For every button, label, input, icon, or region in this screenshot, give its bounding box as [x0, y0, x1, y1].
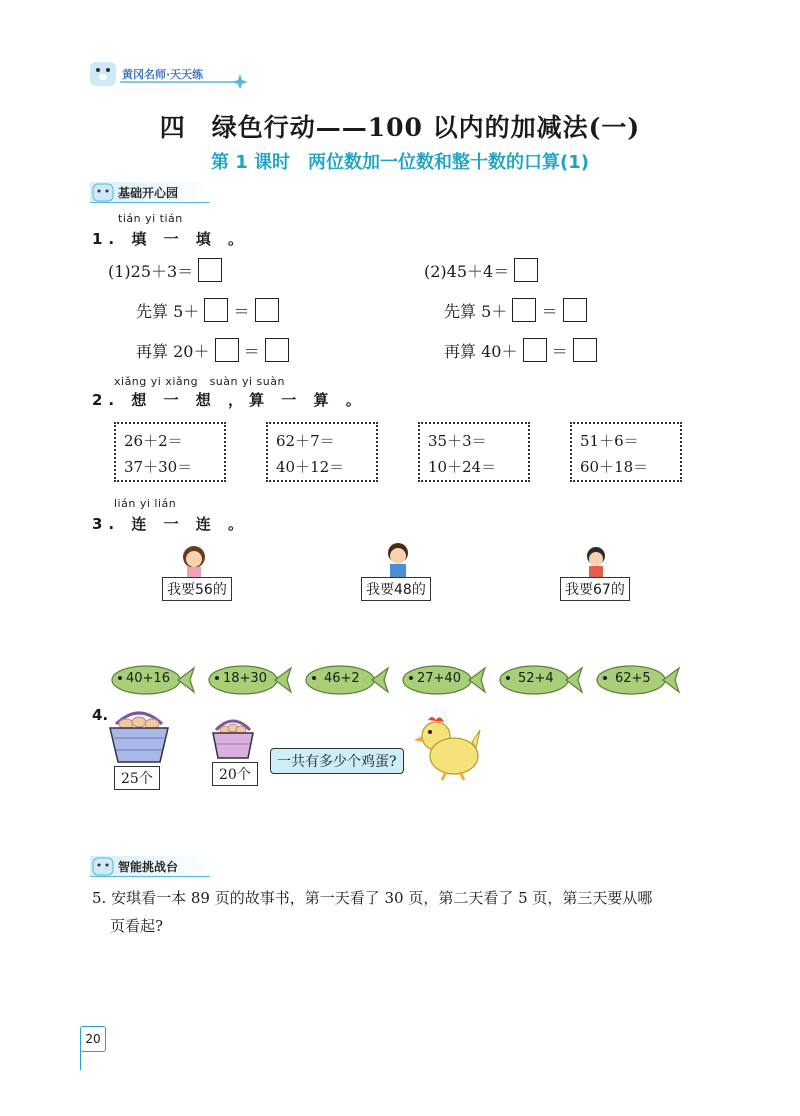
answer-box[interactable]	[523, 338, 547, 362]
q1-left-step1: 先算 5＋ ＝	[136, 298, 279, 322]
brand-name: 黄冈名师·天天练	[122, 68, 204, 81]
q2-pinyin: xiǎng yi xiǎng suàn yi suàn	[114, 375, 285, 388]
kid-speech-3: 我要67的	[560, 577, 630, 601]
q4-number: 4.	[92, 706, 109, 724]
q1-right-step2: 再算 40＋ ＝	[444, 338, 597, 362]
q1-pinyin: tián yi tián	[118, 212, 183, 225]
fish-card[interactable]	[205, 664, 293, 696]
q1-right-step1: 先算 5＋ ＝	[444, 298, 587, 322]
answer-box[interactable]	[573, 338, 597, 362]
girl-icon	[176, 543, 212, 579]
section-basic-label: 基础开心园	[118, 186, 179, 200]
chicken-icon	[410, 716, 482, 782]
fish-card[interactable]	[593, 664, 681, 696]
calc-box-3: 35＋3＝ 10＋24＝	[418, 422, 530, 482]
q1-heading: 1. 填 一 填 。	[92, 230, 250, 248]
q2-heading: 2. 想 一 想 ，算 一 算 。	[92, 391, 367, 409]
answer-box[interactable]	[563, 298, 587, 322]
fish-label: 27+40	[417, 671, 461, 686]
q1-right-expr: (2)45＋4＝	[424, 258, 538, 282]
calc-box-4: 51＋6＝ 60＋18＝	[570, 422, 682, 482]
answer-box[interactable]	[255, 298, 279, 322]
page-title: 四 绿色行动——100 以内的加减法(一)	[159, 113, 641, 142]
q1-left-expr: (1)25＋3＝	[108, 258, 222, 282]
fish-card[interactable]	[496, 664, 584, 696]
section-basic	[90, 180, 220, 204]
answer-box[interactable]	[204, 298, 228, 322]
answer-box[interactable]	[265, 338, 289, 362]
question-bubble: 一共有多少个鸡蛋?	[270, 748, 404, 774]
answer-box[interactable]	[514, 258, 538, 282]
fish-card[interactable]	[302, 664, 390, 696]
fish-label: 52+4	[518, 671, 554, 686]
fish-label: 18+30	[223, 671, 267, 686]
answer-box[interactable]	[512, 298, 536, 322]
q1-left-step2: 再算 20＋ ＝	[136, 338, 289, 362]
boy-icon	[578, 543, 614, 579]
kid-speech-2: 我要48的	[361, 577, 431, 601]
page-number: 20	[80, 1026, 106, 1052]
lesson-subtitle: 第 1 课时 两位数加一位数和整十数的口算(1)	[210, 152, 590, 173]
bear-icon	[92, 856, 114, 876]
fish-label: 46+2	[324, 671, 360, 686]
fish-card[interactable]	[108, 664, 196, 696]
section-challenge	[90, 854, 220, 878]
answer-box[interactable]	[215, 338, 239, 362]
fish-label: 62+5	[615, 671, 651, 686]
bear-icon	[92, 182, 114, 202]
egg-basket-icon	[106, 706, 172, 764]
fish-label: 40+16	[126, 671, 170, 686]
boy-icon	[380, 540, 416, 578]
basket-count-1: 25个	[114, 766, 160, 790]
basket-count-2: 20个	[212, 762, 258, 786]
q5-line1: 5. 安琪看一本 89 页的故事书，第一天看了 30 页，第二天看了 5 页，第三天要从哪	[92, 889, 653, 907]
calc-box-1: 26＋2＝ 37＋30＝	[114, 422, 226, 482]
egg-basket-icon	[210, 716, 256, 760]
fish-card[interactable]	[399, 664, 487, 696]
q3-heading: 3. 连 一 连 。	[92, 515, 250, 533]
answer-box[interactable]	[198, 258, 222, 282]
section-challenge-label: 智能挑战台	[118, 860, 179, 874]
calc-box-2: 62＋7＝ 40＋12＝	[266, 422, 378, 482]
q3-pinyin: lián yi lián	[114, 497, 177, 510]
kid-speech-1: 我要56的	[162, 577, 232, 601]
page-margin-line	[80, 1050, 81, 1070]
q5-line2: 页看起?	[110, 917, 164, 935]
